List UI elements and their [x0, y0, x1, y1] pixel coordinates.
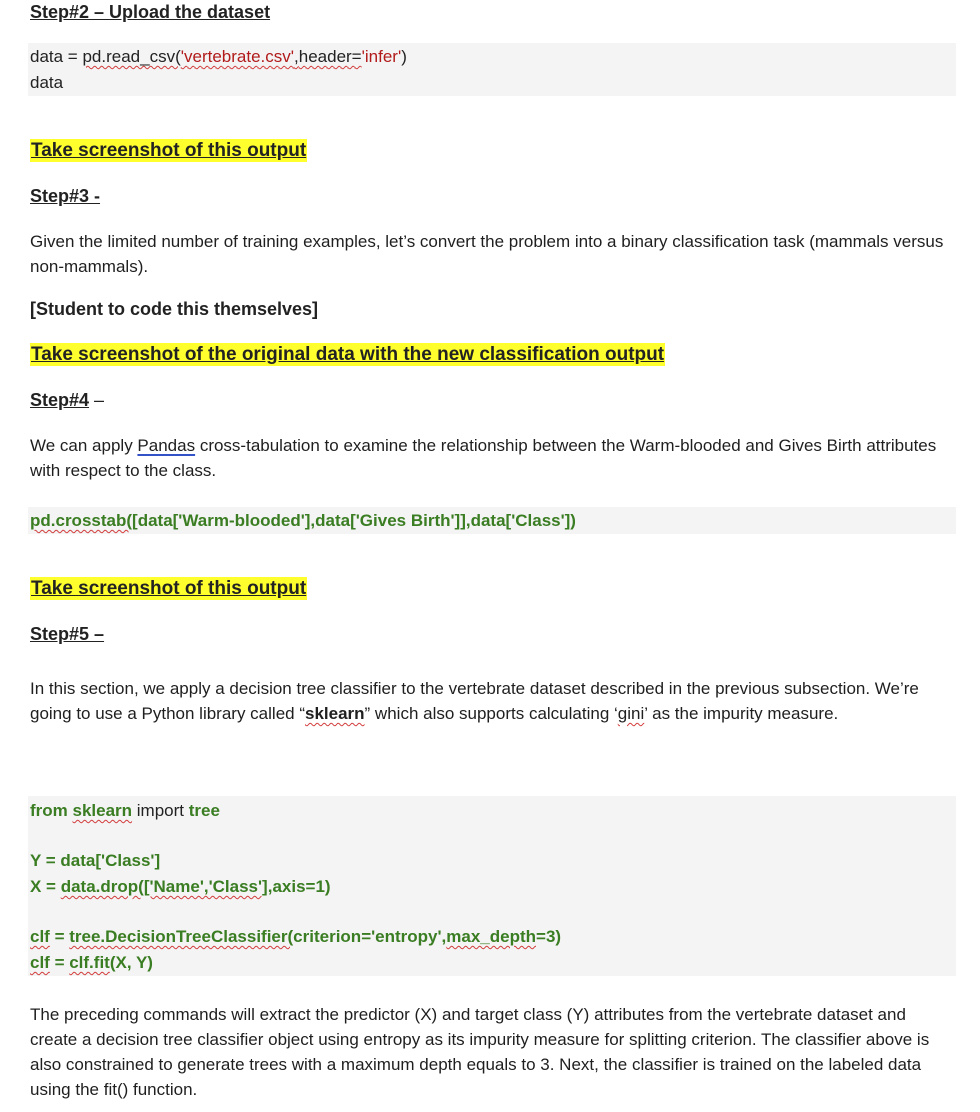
code-line-read-csv: data = pd.read_csv('vertebrate.csv',header='infer') [30, 47, 407, 66]
step4-paragraph: We can apply Pandas cross-tabulation to examine the relationship between the Warm-blooded and Gives Birth attributes with respect to the class. [30, 436, 937, 480]
code-line-crosstab: pd.crosstab([data['Warm-blooded'],data['Gives Birth']],data['Class']) [30, 511, 576, 530]
final-paragraph: The preceding commands will extract the predictor (X) and target class (Y) attributes from the vertebrate dataset and create a decision tree classifier object using entropy as its impurity measure for splitting criterion. The classifier above is also constrained to generate trees with a maximum depth equals to 3. Next, the classifier is trained on the labeled data using the fit() function. [30, 1005, 930, 1099]
step3-paragraph: Given the limited number of training examples, let’s convert the problem into a binary classification task (mammals versus non-mammals). [30, 232, 944, 276]
code-line-clf-create: clf = tree.DecisionTreeClassifier(criterion='entropy',max_depth=3) [30, 927, 562, 946]
step2-title: Upload the dataset [109, 2, 271, 22]
step3-heading: Step#3 - [30, 186, 101, 206]
step5-paragraph: In this section, we apply a decision tree classifier to the vertebrate dataset described in the previous subsection. We’re going to use a Python library called “sklearn” which also supports calculating ‘gini’ as the impurity measure. [30, 679, 919, 723]
screenshot-instruction-1: Take screenshot of this output [31, 140, 307, 161]
code-line-data: data [30, 73, 64, 92]
step2-heading [30, 2, 270, 23]
code-line-import: from sklearn import tree [30, 801, 220, 820]
step4-heading: Step#4 – [30, 390, 105, 410]
step2-label: Step#2 – [30, 2, 110, 22]
step5-heading: Step#5 – [30, 624, 105, 644]
student-note: [Student to code this themselves] [30, 299, 319, 319]
pandas-link[interactable]: Pandas [137, 436, 196, 455]
code-line-y: Y = data['Class'] [30, 851, 161, 870]
screenshot-instruction-3: Take screenshot of this output [31, 578, 307, 599]
code-line-x: X = data.drop(['Name','Class'],axis=1) [30, 877, 331, 896]
screenshot-instruction-2: Take screenshot of the original data with the new classification output [31, 344, 665, 365]
code-line-clf-fit: clf = clf.fit(X, Y) [30, 953, 153, 972]
